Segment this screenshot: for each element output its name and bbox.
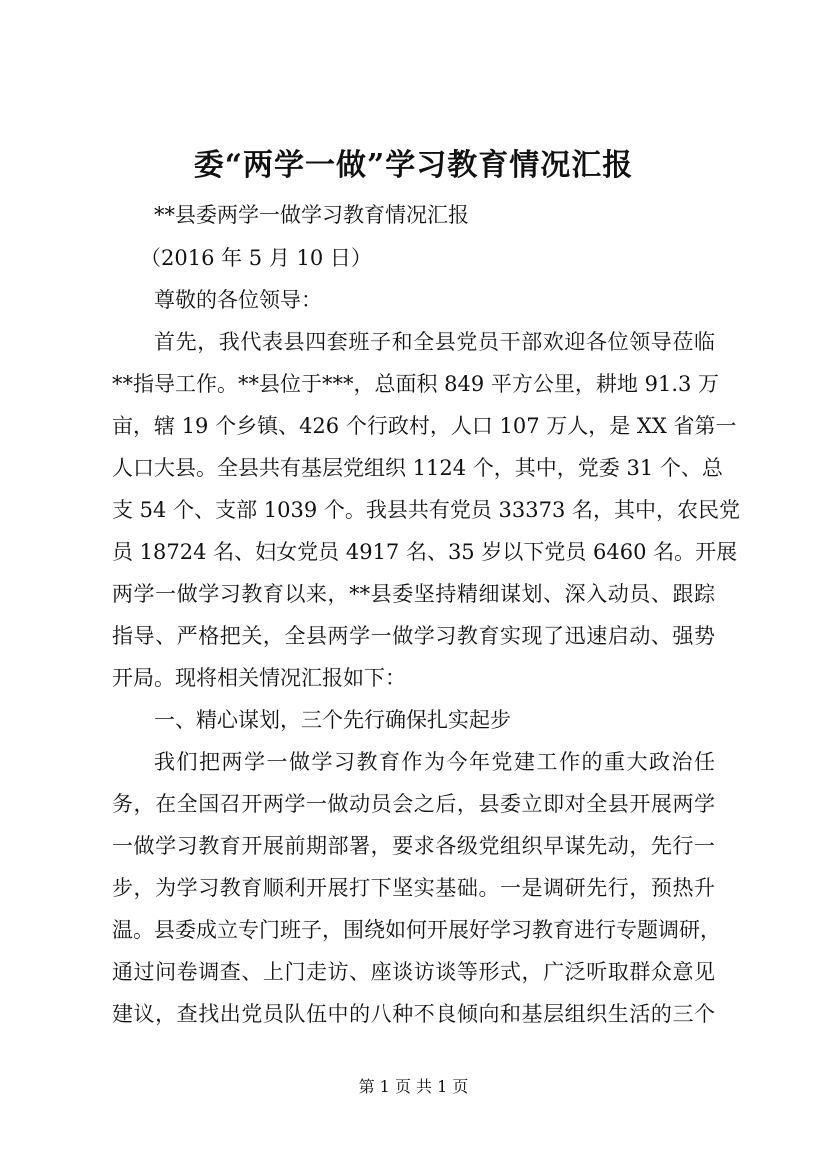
paragraph-line: 我们把两学一做学习教育作为今年党建工作的重大政治任 (154, 750, 715, 774)
paragraph-line: **指导工作。**县位于***，总面积 849 平方公里，耕地 91.3 万 (112, 372, 720, 396)
section-heading: 一、精心谋划，三个先行确保扎实起步 (154, 708, 511, 732)
paragraph-line: 步，为学习教育顺利开展打下坚实基础。一是调研先行，预热升 (112, 876, 715, 900)
paragraph-line: 开局。现将相关情况汇报如下： (112, 666, 406, 690)
paragraph-line: 建议，查找出党员队伍中的八种不良倾向和基层组织生活的三个 (112, 1002, 715, 1026)
page-footer: 第 1 页 共 1 页 (358, 1077, 469, 1096)
paragraph-line: 通过问卷调查、上门走访、座谈访谈等形式，广泛听取群众意见 (112, 960, 715, 984)
document-title: 委“两学一做”学习教育情况汇报 (193, 148, 634, 183)
paragraph-line: 人口大县。全县共有基层党组织 1124 个，其中，党委 31 个、总 (112, 456, 723, 480)
paragraph-line: 温。县委成立专门班子，围绕如何开展好学习教育进行专题调研， (112, 918, 721, 942)
paragraph-line: 员 18724 名、妇女党员 4917 名、35 岁以下党员 6460 名。开展 (112, 540, 738, 564)
paragraph-line: 务，在全国召开两学一做动员会之后，县委立即对全县开展两学 (112, 792, 715, 816)
salutation: 尊敬的各位领导： (154, 288, 322, 312)
document-date: （2016 年 5 月 10 日） (140, 246, 372, 270)
paragraph-line: 一做学习教育开展前期部署，要求各级党组织早谋先动，先行一 (112, 834, 715, 858)
paragraph-line: 支 54 个、支部 1039 个。我县共有党员 33373 名，其中，农民党 (112, 498, 741, 522)
document-subtitle: **县委两学一做学习教育情况汇报 (154, 203, 469, 227)
paragraph-line: 两学一做学习教育以来，**县委坚持精细谋划、深入动员、跟踪 (112, 582, 715, 606)
paragraph-line: 指导、严格把关，全县两学一做学习教育实现了迅速启动、强势 (112, 624, 715, 648)
paragraph-line: 首先，我代表县四套班子和全县党员干部欢迎各位领导莅临 (154, 330, 715, 354)
paragraph-line: 亩，辖 19 个乡镇、426 个行政村，人口 107 万人，是 XX 省第一 (112, 414, 737, 438)
